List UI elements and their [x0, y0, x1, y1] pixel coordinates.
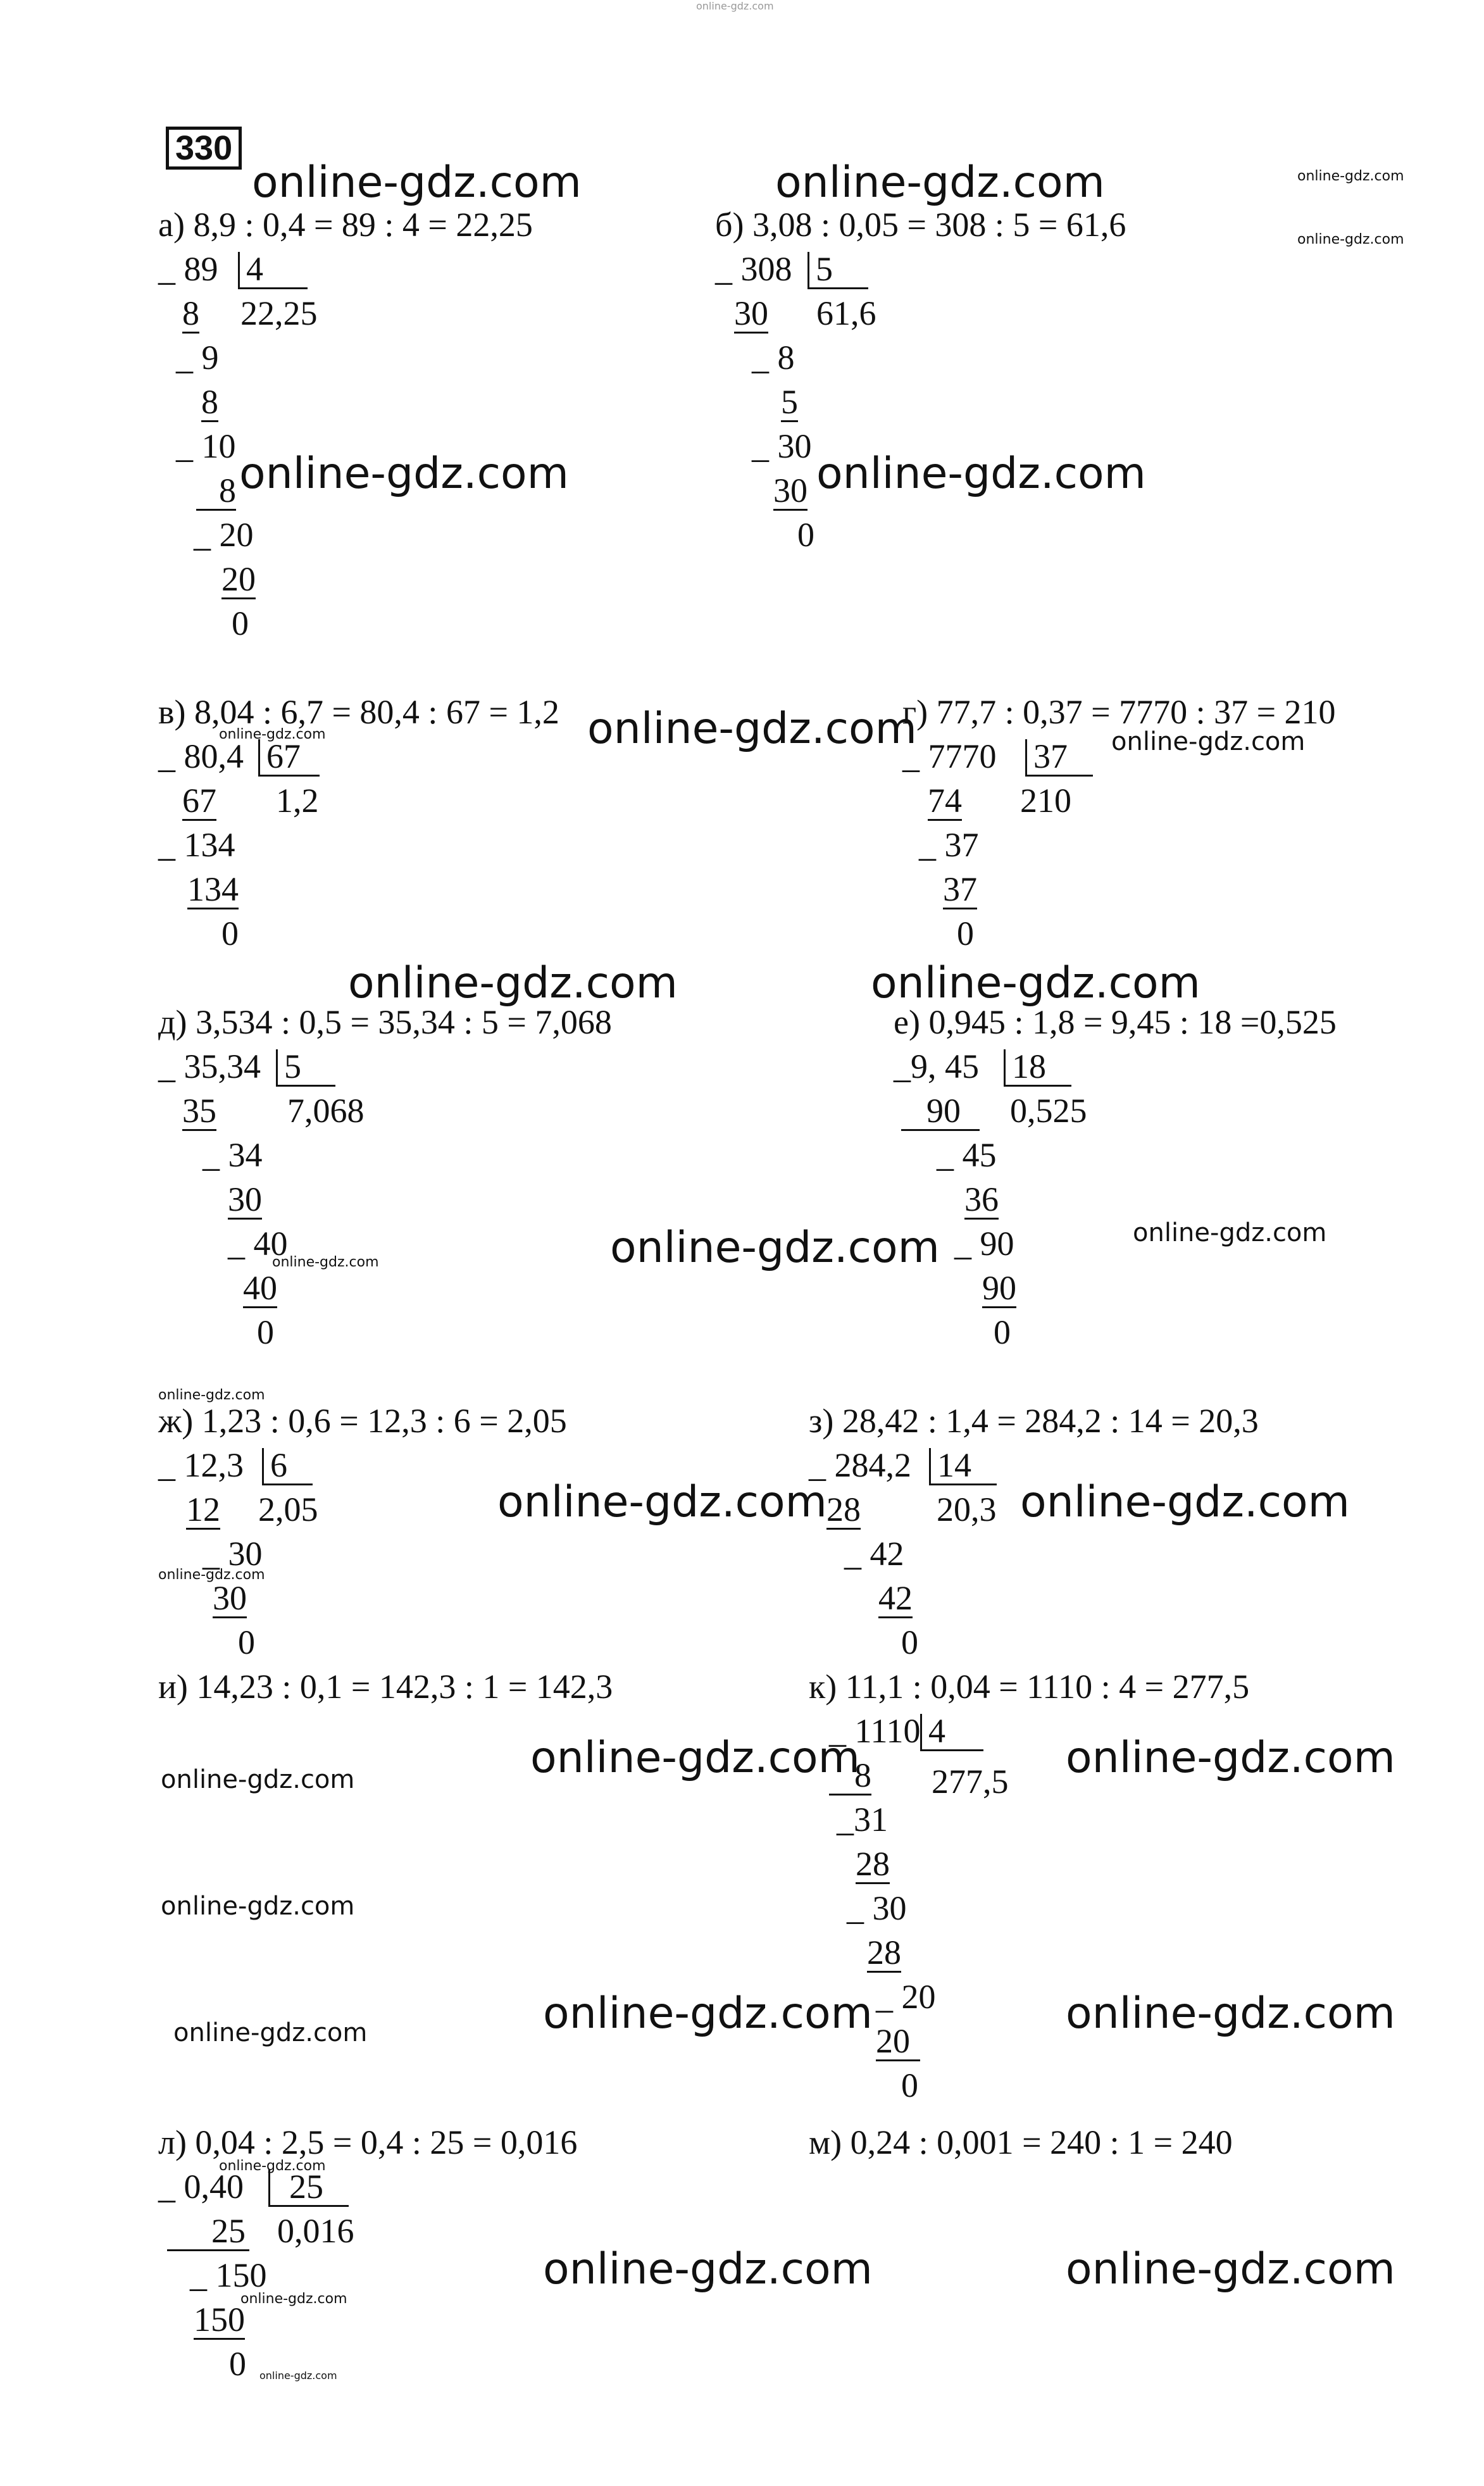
a-line2: 8: [182, 294, 199, 332]
a-line7: _ 20: [194, 516, 254, 554]
b-quotient: 61,6: [816, 294, 876, 332]
b-line3: _ 8: [752, 339, 795, 377]
eq-l: л) 0,04 : 2,5 = 0,4 : 25 = 0,016: [158, 2123, 578, 2161]
watermark: online-gdz.com: [240, 2291, 347, 2307]
e-line6: 90: [982, 1269, 1016, 1307]
v-line1: _ 80,4: [158, 737, 244, 775]
e-line2: 90: [901, 1094, 980, 1131]
eq-a: а) 8,9 : 0,4 = 89 : 4 = 22,25: [158, 206, 533, 244]
v-divisor: 67: [258, 739, 320, 777]
b-line1: _ 308: [715, 250, 792, 288]
b-line5: _ 30: [752, 427, 812, 465]
a-line4: 8: [201, 383, 218, 421]
k-divisor: 4: [920, 1714, 983, 1751]
k-line2: 8: [829, 1758, 871, 1796]
z-line4: 42: [878, 1579, 913, 1617]
watermark: online-gdz.com: [497, 1477, 827, 1527]
watermark: online-gdz.com: [1020, 1477, 1350, 1527]
g-line1: _ 7770: [902, 737, 997, 775]
g-line2: 74: [928, 782, 962, 820]
g-line4: 37: [943, 870, 977, 908]
d-line4: 30: [228, 1180, 262, 1218]
k-line6: 28: [867, 1933, 901, 1971]
zh-divisor: 6: [262, 1448, 313, 1485]
k-line9: 0: [901, 2066, 918, 2104]
top-watermark: online-gdz.com: [696, 0, 774, 12]
eq-m: м) 0,24 : 0,001 = 240 : 1 = 240: [809, 2123, 1233, 2161]
a-line6: 8: [196, 473, 236, 511]
k-quotient: 277,5: [932, 1763, 1009, 1801]
v-line2: 67: [182, 782, 216, 820]
l-divisor: 25: [268, 2170, 349, 2207]
b-line2: 30: [734, 294, 768, 332]
d-line2: 35: [182, 1092, 216, 1130]
watermark: online-gdz.com: [1297, 168, 1404, 184]
a-divisor: 4: [238, 252, 308, 289]
v-line3: _ 134: [158, 826, 235, 864]
a-line9: 0: [232, 604, 249, 642]
watermark: online-gdz.com: [1066, 1733, 1395, 1783]
zh-line4: 30: [213, 1579, 247, 1617]
g-quotient: 210: [1020, 782, 1071, 820]
watermark: online-gdz.com: [161, 1765, 355, 1794]
watermark: online-gdz.com: [158, 1567, 265, 1583]
watermark: online-gdz.com: [173, 2018, 368, 2047]
z-line5: 0: [901, 1623, 918, 1661]
watermark: online-gdz.com: [1066, 2244, 1395, 2294]
k-line3: _31: [837, 1801, 888, 1839]
watermark: online-gdz.com: [543, 2244, 873, 2294]
watermark: online-gdz.com: [587, 704, 917, 754]
l-line3: _ 150: [190, 2256, 267, 2294]
v-line5: 0: [221, 915, 239, 953]
b-line6: 30: [773, 472, 807, 509]
zh-line2: 12: [186, 1490, 220, 1528]
l-line4: 150: [194, 2301, 245, 2339]
d-line6: 40: [243, 1269, 277, 1307]
a-line1: _ 89: [158, 250, 218, 288]
d-divisor: 5: [276, 1049, 335, 1087]
z-line3: _ 42: [844, 1535, 904, 1573]
g-line5: 0: [957, 915, 974, 953]
l-line5: 0: [229, 2345, 246, 2383]
eq-e: е) 0,945 : 1,8 = 9,45 : 18 =0,525: [894, 1003, 1337, 1041]
z-line2: 28: [826, 1490, 861, 1528]
watermark: online-gdz.com: [219, 727, 326, 742]
zh-quotient: 2,05: [258, 1490, 318, 1528]
z-divisor: 14: [929, 1448, 997, 1485]
eq-g: г) 77,7 : 0,37 = 7770 : 37 = 210: [902, 693, 1336, 731]
zh-line5: 0: [238, 1623, 255, 1661]
zh-line1: _ 12,3: [158, 1446, 244, 1484]
watermark: online-gdz.com: [871, 958, 1200, 1008]
watermark: online-gdz.com: [543, 1989, 873, 2039]
eq-k: к) 11,1 : 0,04 = 1110 : 4 = 277,5: [809, 1668, 1250, 1706]
g-divisor: 37: [1025, 739, 1093, 777]
l-quotient: 0,016: [277, 2212, 354, 2250]
watermark: online-gdz.com: [1133, 1218, 1327, 1247]
e-line1: _9, 45: [894, 1047, 979, 1085]
eq-z: з) 28,42 : 1,4 = 284,2 : 14 = 20,3: [809, 1402, 1259, 1440]
b-line7: 0: [797, 516, 814, 554]
d-line7: 0: [257, 1313, 274, 1351]
eq-zh: ж) 1,23 : 0,6 = 12,3 : 6 = 2,05: [158, 1402, 567, 1440]
k-line5: _ 30: [847, 1889, 907, 1927]
zh-line3: _ 30: [203, 1535, 263, 1573]
watermark: online-gdz.com: [816, 449, 1146, 499]
watermark: online-gdz.com: [239, 449, 569, 499]
watermark: online-gdz.com: [1066, 1989, 1395, 2039]
problem-number: 330: [166, 127, 242, 170]
watermark: online-gdz.com: [1297, 232, 1404, 247]
e-quotient: 0,525: [1010, 1092, 1087, 1130]
watermark: online-gdz.com: [158, 1387, 265, 1403]
a-quotient: 22,25: [240, 294, 318, 332]
eq-b: б) 3,08 : 0,05 = 308 : 5 = 61,6: [715, 206, 1126, 244]
e-line7: 0: [994, 1313, 1011, 1351]
l-line1: _ 0,40: [158, 2168, 244, 2206]
d-line1: _ 35,34: [158, 1047, 261, 1085]
watermark: online-gdz.com: [610, 1223, 940, 1273]
v-line4: 134: [187, 870, 239, 908]
b-line4: 5: [781, 383, 798, 421]
e-line4: 36: [964, 1180, 999, 1218]
d-line3: _ 34: [203, 1136, 263, 1174]
a-line3: _ 9: [176, 339, 219, 377]
watermark: online-gdz.com: [348, 958, 678, 1008]
k-line4: 28: [856, 1845, 890, 1883]
watermark: online-gdz.com: [530, 1733, 860, 1783]
watermark: online-gdz.com: [219, 2158, 326, 2174]
k-line1: _ 1110: [829, 1712, 921, 1750]
e-line3: _ 45: [937, 1136, 997, 1174]
watermark: online-gdz.com: [775, 158, 1105, 208]
e-line5: _ 90: [954, 1225, 1014, 1263]
eq-d: д) 3,534 : 0,5 = 35,34 : 5 = 7,068: [158, 1003, 612, 1041]
eq-v: в) 8,04 : 6,7 = 80,4 : 67 = 1,2: [158, 693, 559, 731]
e-divisor: 18: [1004, 1049, 1071, 1087]
eq-i: и) 14,23 : 0,1 = 142,3 : 1 = 142,3: [158, 1668, 613, 1706]
z-line1: _ 284,2: [809, 1446, 911, 1484]
d-line5: _ 40: [228, 1225, 288, 1263]
k-line8: 20: [876, 2024, 920, 2061]
a-line8: 20: [221, 560, 256, 598]
l-line2: 25: [167, 2214, 249, 2251]
watermark: online-gdz.com: [252, 158, 582, 208]
watermark: online-gdz.com: [272, 1254, 379, 1270]
watermark: online-gdz.com: [1111, 727, 1306, 756]
a-line5: _ 10: [176, 427, 236, 465]
g-line3: _ 37: [919, 826, 979, 864]
d-quotient: 7,068: [287, 1092, 365, 1130]
z-quotient: 20,3: [937, 1490, 997, 1528]
watermark: online-gdz.com: [259, 2370, 337, 2382]
k-line7: _ 20: [876, 1978, 936, 2016]
v-quotient: 1,2: [276, 782, 319, 820]
b-divisor: 5: [807, 252, 868, 289]
watermark: online-gdz.com: [161, 1892, 355, 1921]
